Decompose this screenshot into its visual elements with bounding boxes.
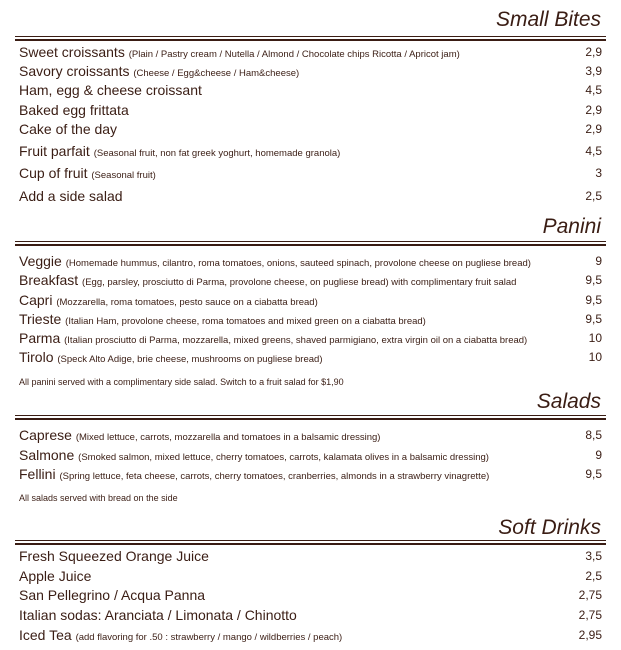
item-name: Baked egg frittata	[19, 102, 129, 118]
section-divider	[15, 241, 606, 242]
item-name: Fellini	[19, 466, 56, 482]
menu-item	[19, 80, 602, 100]
item-price: 2,95	[578, 628, 602, 642]
menu-item	[19, 605, 602, 625]
menu-item	[19, 270, 602, 290]
item-description: (Speck Alto Adige, brie cheese, mushrooms on pugliese bread)	[57, 354, 323, 365]
menu-item	[19, 445, 602, 465]
menu-item	[19, 328, 602, 348]
item-price: 9,5	[585, 273, 602, 287]
item-description: (Homemade hummus, cilantro, roma tomatoes, onions, sauteed spinach, provolone cheese on pugliese bread)	[65, 258, 531, 269]
item-price: 2,9	[585, 122, 602, 136]
item-name: Apple Juice	[19, 568, 92, 584]
item-price: 4,5	[585, 144, 602, 158]
item-price: 10	[588, 350, 602, 364]
item-price: 9	[595, 254, 602, 268]
item-name: Add a side salad	[19, 188, 123, 204]
item-name: Parma	[19, 330, 61, 346]
item-description: (Egg, parsley, prosciutto di Parma, provolone cheese, on pugliese bread) with complimentary fruit salad	[82, 277, 517, 288]
section-divider	[15, 540, 606, 541]
menu-item	[19, 100, 602, 120]
item-description: (Cheese / Egg&cheese / Ham&cheese)	[133, 68, 300, 79]
item-description: (Italian Ham, provolone cheese, roma tomatoes and mixed green on a ciabatta bread)	[65, 316, 426, 327]
item-description: (Mixed lettuce, carrots, mozzarella and tomatoes in a balsamic dressing)	[75, 432, 381, 443]
item-name: Capri	[19, 292, 53, 308]
item-price: 3,9	[585, 64, 602, 78]
item-name: Caprese	[19, 427, 72, 443]
menu-item	[19, 42, 602, 62]
section-title: Panini	[542, 215, 601, 238]
item-price: 2,75	[578, 608, 602, 622]
item-price: 2,9	[585, 103, 602, 117]
section-divider	[15, 418, 606, 420]
section-divider	[15, 39, 606, 41]
menu-item	[19, 119, 602, 139]
item-price: 10	[588, 331, 602, 345]
menu-item	[19, 625, 602, 645]
menu-item	[19, 290, 602, 310]
section-note: All salads served with bread on the side	[19, 493, 178, 503]
section-title: Soft Drinks	[498, 516, 601, 539]
section-title: Salads	[536, 390, 601, 413]
item-description: (Plain / Pastry cream / Nutella / Almond / Chocolate chips Ricotta / Apricot jam)	[128, 49, 460, 60]
item-name: Fresh Squeezed Orange Juice	[19, 548, 209, 564]
item-price: 9,5	[585, 312, 602, 326]
item-name: Tirolo	[19, 349, 54, 365]
menu-item	[19, 309, 602, 329]
item-description: (Italian prosciutto di Parma, mozzarella, mixed greens, shaved parmigiano, extra virgin oil on a ciabatta bread)	[64, 335, 528, 346]
item-price: 2,5	[585, 569, 602, 583]
item-price: 9	[595, 448, 602, 462]
item-price: 2,75	[578, 588, 602, 602]
item-description: (Seasonal fruit)	[91, 170, 156, 181]
item-price: 2,5	[585, 189, 602, 203]
menu-item	[19, 163, 602, 183]
item-name: Iced Tea	[19, 627, 72, 643]
item-name: Ham, egg & cheese croissant	[19, 82, 202, 98]
item-name: Salmone	[19, 447, 75, 463]
menu-item	[19, 251, 602, 271]
item-name: Fruit parfait	[19, 143, 90, 159]
menu-item	[19, 61, 602, 81]
section-divider	[15, 415, 606, 416]
item-price: 3	[595, 166, 602, 180]
item-name: Savory croissants	[19, 63, 130, 79]
item-price: 2,9	[585, 45, 602, 59]
item-description: (add flavoring for .50 : strawberry / mango / wildberries / peach)	[75, 632, 343, 643]
menu-item	[19, 425, 602, 445]
item-price: 9,5	[585, 293, 602, 307]
item-name: Cup of fruit	[19, 165, 88, 181]
item-description: (Spring lettuce, feta cheese, carrots, cherry tomatoes, cranberries, almonds in a strawberry vinagrette)	[59, 471, 490, 482]
item-name: Breakfast	[19, 272, 79, 288]
menu-item	[19, 585, 602, 605]
menu-item	[19, 546, 602, 566]
section-divider	[15, 36, 606, 37]
menu-item	[19, 566, 602, 586]
section-note: All panini served with a complimentary side salad. Switch to a fruit salad for $1,90	[19, 377, 344, 387]
menu-item	[19, 186, 602, 206]
item-name: Sweet croissants	[19, 44, 125, 60]
item-name: San Pellegrino / Acqua Panna	[19, 587, 206, 603]
item-description: (Seasonal fruit, non fat greek yoghurt, homemade granola)	[93, 148, 341, 159]
item-price: 8,5	[585, 428, 602, 442]
item-description: (Smoked salmon, mixed lettuce, cherry tomatoes, carrots, kalamata olives in a balsamic dressing)	[78, 452, 489, 463]
item-description: (Mozzarella, roma tomatoes, pesto sauce on a ciabatta bread)	[56, 297, 318, 308]
item-price: 4,5	[585, 83, 602, 97]
item-name: Trieste	[19, 311, 62, 327]
menu-item	[19, 464, 602, 484]
item-name: Veggie	[19, 253, 62, 269]
item-price: 9,5	[585, 467, 602, 481]
section-title: Small Bites	[495, 8, 601, 31]
section-divider	[15, 543, 606, 545]
menu-item	[19, 347, 602, 367]
item-price: 3,5	[585, 549, 602, 563]
item-name: Cake of the day	[19, 121, 118, 137]
item-name: Italian sodas: Aranciata / Limonata / Chinotto	[19, 607, 297, 623]
section-divider	[15, 244, 606, 246]
menu-item	[19, 141, 602, 161]
